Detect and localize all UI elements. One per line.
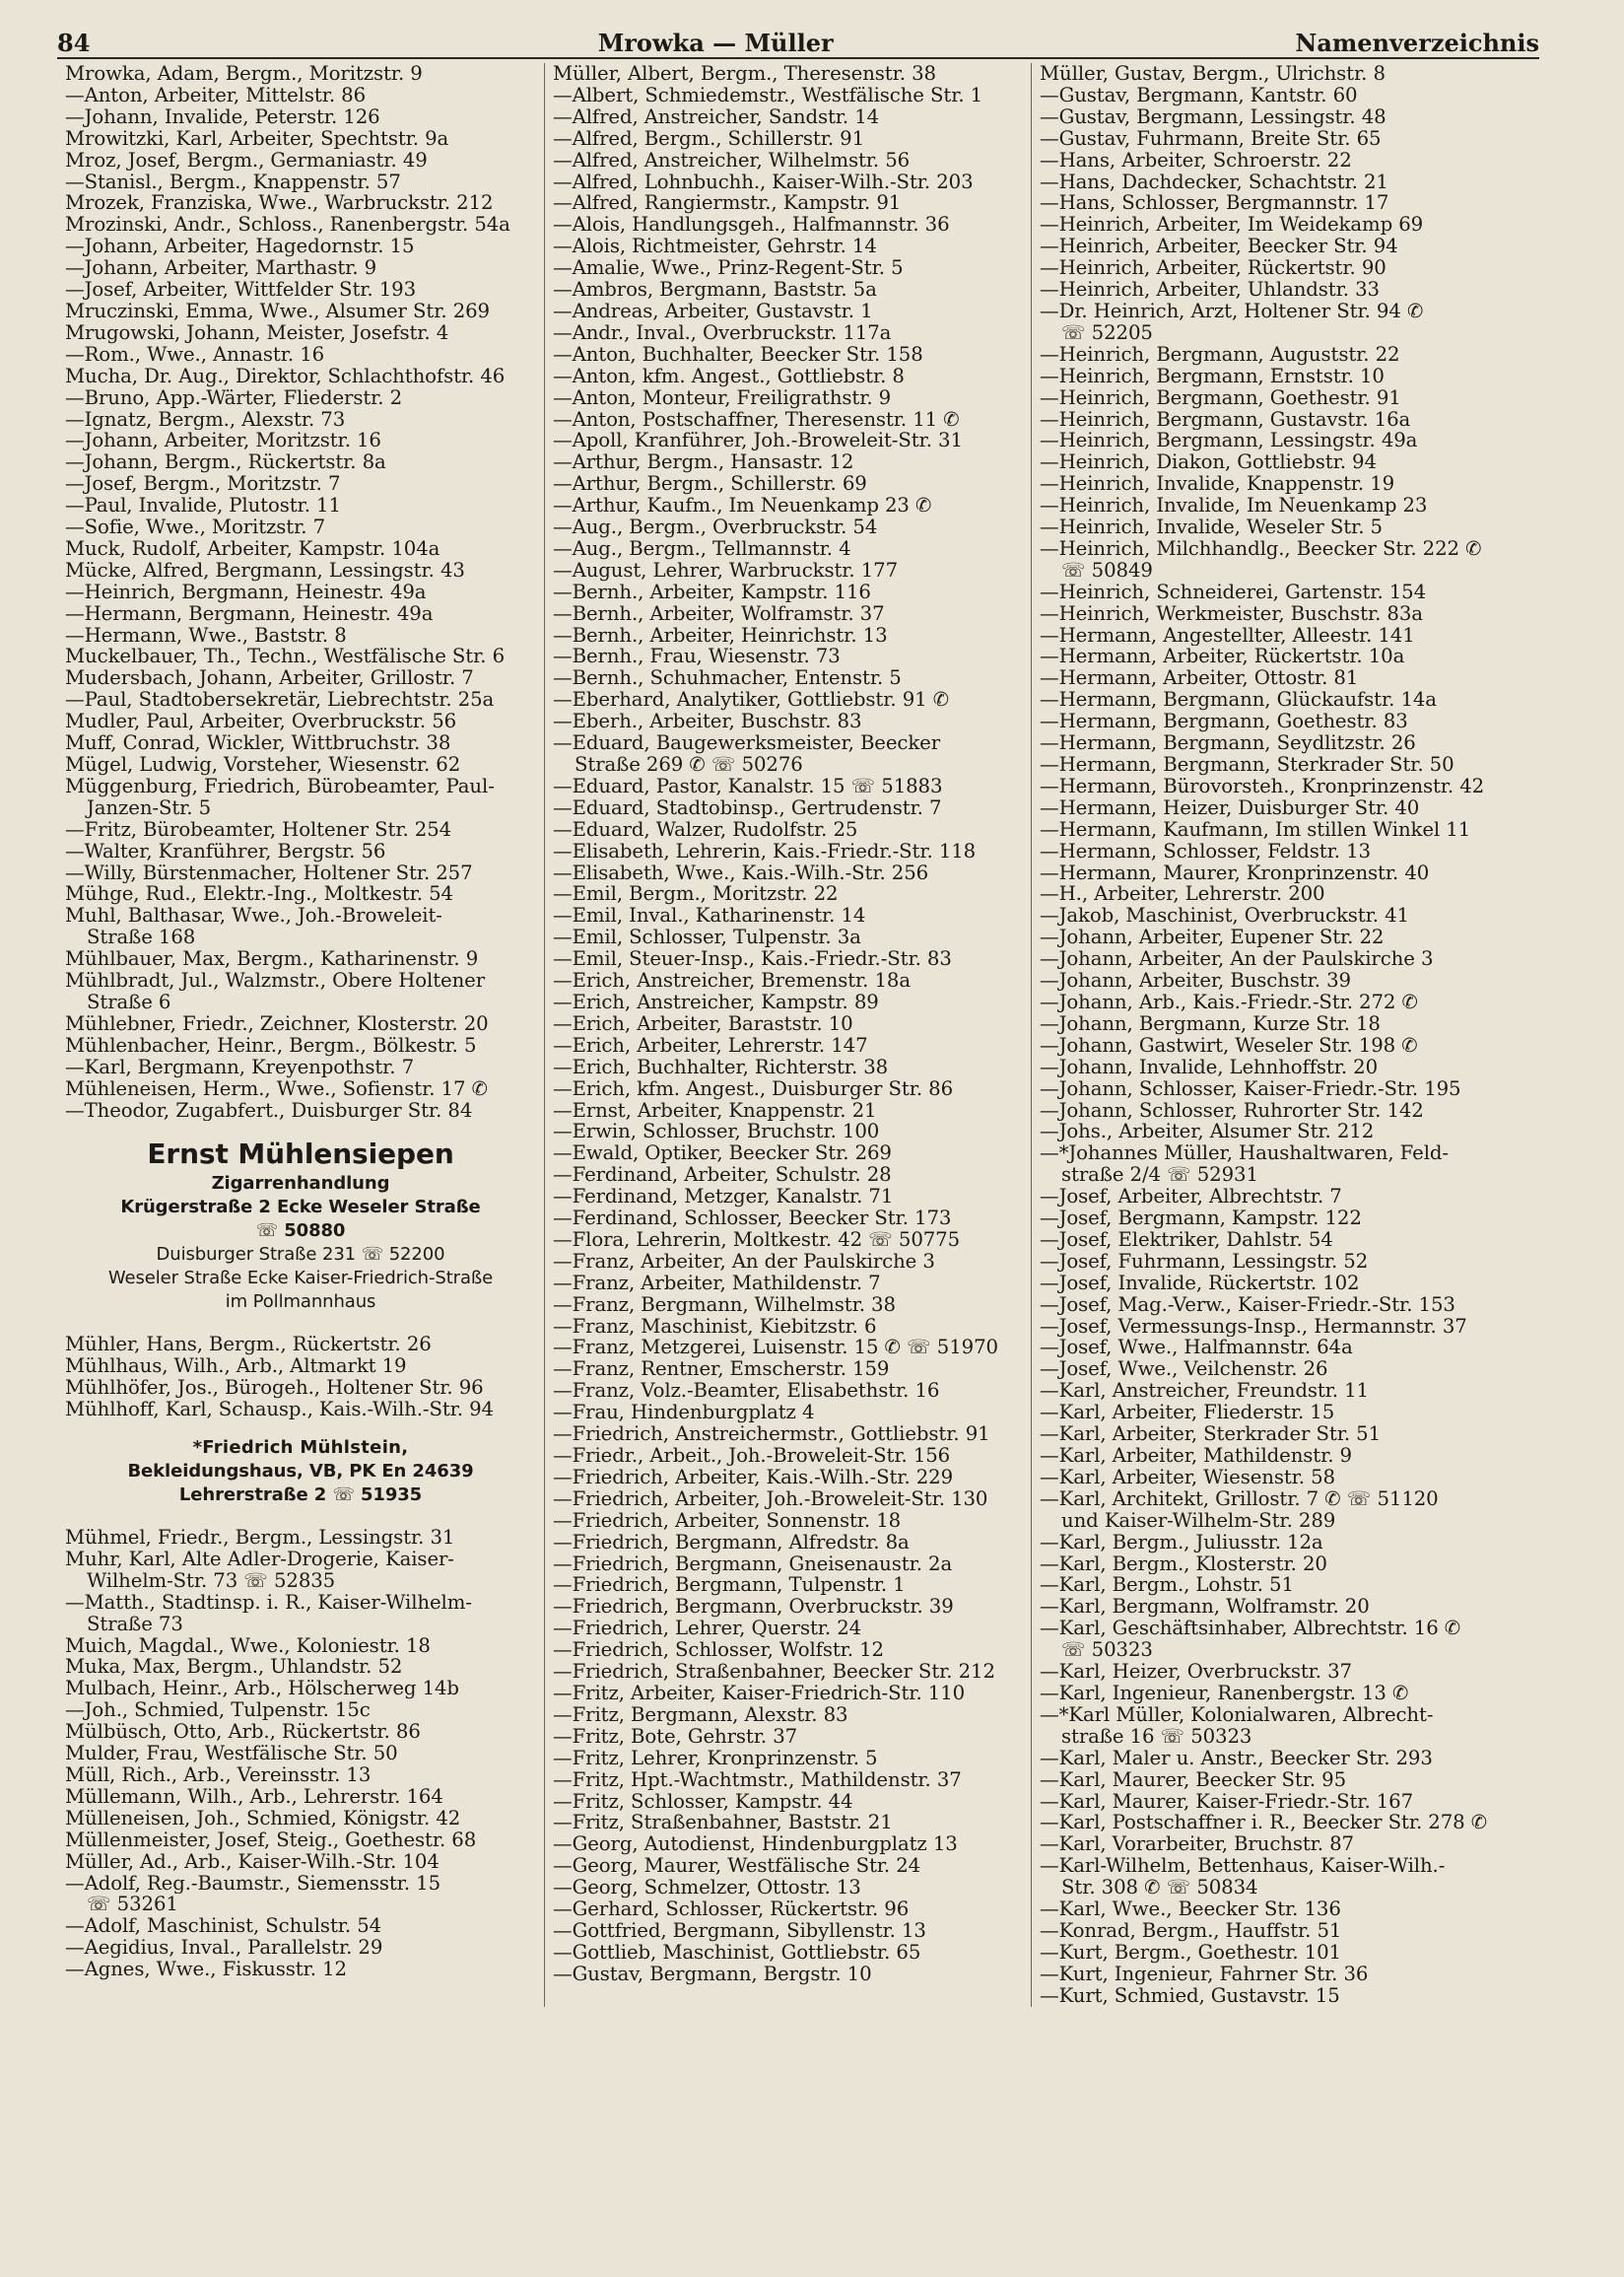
directory-entry: Wilhelm-Str. 73 ☏ 52835 <box>87 1569 336 1592</box>
directory-entry: Muff, Conrad, Wickler, Wittbruchstr. 38 <box>65 732 451 754</box>
directory-entry: —Johann, Arbeiter, Buschstr. 39 <box>1040 970 1351 992</box>
directory-entry: —Karl, Maurer, Beecker Str. 95 <box>1040 1768 1347 1791</box>
directory-entry: —Anton, kfm. Angest., Gottliebstr. 8 <box>553 365 905 387</box>
ad-business-type: Bekleidungshaus, VB, PK En 24639 <box>127 1461 474 1483</box>
columns <box>57 63 1539 2007</box>
directory-entry: —Heinrich, Invalide, Knappenstr. 19 <box>1040 473 1395 496</box>
directory-entry: —Georg, Autodienst, Hindenburgplatz 13 <box>553 1833 958 1856</box>
page-number: 84 <box>57 29 91 57</box>
directory-entry: Mülbüsch, Otto, Arb., Rückertstr. 86 <box>65 1721 421 1744</box>
directory-entry: —Ambros, Bergmann, Baststr. 5a <box>553 279 877 301</box>
directory-entry: —Anton, Postschaffner, Theresenstr. 11 ✆ <box>553 408 960 431</box>
directory-entry: —Elisabeth, Lehrerin, Kais.-Friedr.-Str. 118 <box>553 840 977 862</box>
directory-entry: Muka, Max, Bergm., Uhlandstr. 52 <box>65 1656 403 1679</box>
directory-entry: —Erich, Buchhalter, Richterstr. 38 <box>553 1056 889 1078</box>
directory-entry: —Johann, Gastwirt, Weseler Str. 198 ✆ <box>1040 1034 1418 1057</box>
left-entries-2 <box>65 1334 536 1420</box>
directory-entry: Mühlhaus, Wilh., Arb., Altmarkt 19 <box>65 1355 407 1378</box>
directory-entry: —Josef, Elektriker, Dahlstr. 54 <box>1040 1228 1333 1251</box>
directory-entry: —Fritz, Bürobeamter, Holtener Str. 254 <box>65 818 452 841</box>
directory-entry: —Matth., Stadtinsp. i. R., Kaiser-Wilhelm- <box>65 1591 472 1614</box>
directory-entry: straße 2/4 ☏ 52931 <box>1061 1164 1258 1187</box>
ad-branch: Duisburger Straße 231 ☏ 52200 <box>156 1244 445 1266</box>
directory-entry: —H., Arbeiter, Lehrerstr. 200 <box>1040 883 1325 906</box>
directory-entry: —Karl, Geschäftsinhaber, Albrechtstr. 16 ✆ <box>1040 1618 1461 1640</box>
directory-entry: —Ferdinand, Arbeiter, Schulstr. 28 <box>553 1164 892 1187</box>
right-column <box>1031 63 1518 2007</box>
directory-entry: Mühleneisen, Herm., Wwe., Sofienstr. 17 ✆ <box>65 1077 488 1100</box>
directory-entry: straße 16 ☏ 50323 <box>1061 1725 1252 1748</box>
directory-entry: Muhr, Karl, Alte Adler-Drogerie, Kaiser- <box>65 1548 454 1570</box>
directory-entry: Mruczinski, Emma, Wwe., Alsumer Str. 269 <box>65 300 490 322</box>
directory-entry: —Karl, Maurer, Kaiser-Friedr.-Str. 167 <box>1040 1790 1414 1813</box>
directory-entry: —Hermann, Bergmann, Goethestr. 83 <box>1040 711 1408 733</box>
directory-entry: —Ferdinand, Schlosser, Beecker Str. 173 <box>553 1208 952 1229</box>
directory-entry: —Kurt, Schmied, Gustavstr. 15 <box>1040 1984 1340 2007</box>
directory-entry: —Bernh., Frau, Wiesenstr. 73 <box>553 646 841 668</box>
directory-entry: Mulder, Frau, Westfälische Str. 50 <box>65 1743 398 1764</box>
directory-entry: —Karl-Wilhelm, Bettenhaus, Kaiser-Wilh.- <box>1040 1855 1446 1878</box>
directory-entry: —Karl, Anstreicher, Freundstr. 11 <box>1040 1380 1369 1403</box>
directory-entry: —Stanisl., Bergm., Knappenstr. 57 <box>65 171 401 193</box>
directory-entry: —Gustav, Fuhrmann, Breite Str. 65 <box>1040 127 1382 150</box>
directory-entry: —Aegidius, Inval., Parallelstr. 29 <box>65 1937 383 1960</box>
directory-entry: —Eduard, Stadtobinsp., Gertrudenstr. 7 <box>553 796 942 819</box>
advertisement-muehlstein <box>65 1436 536 1507</box>
directory-entry: —Agnes, Wwe., Fiskusstr. 12 <box>65 1959 347 1981</box>
directory-entry: Mrowitzki, Karl, Arbeiter, Spechtstr. 9a <box>65 127 449 150</box>
ad-business-type: Zigarrenhandlung <box>211 1173 390 1195</box>
ad-address: Lehrerstraße 2 ☏ 51935 <box>178 1484 423 1506</box>
directory-entry: —Franz, Bergmann, Wilhelmstr. 38 <box>553 1293 896 1316</box>
directory-entry: —Paul, Invalide, Plutostr. 11 <box>65 495 341 518</box>
directory-entry: und Kaiser-Wilhelm-Str. 289 <box>1061 1509 1336 1532</box>
directory-entry: —Hermann, Bürovorsteh., Kronprinzenstr. 42 <box>1040 775 1485 797</box>
directory-entry: —Anton, Arbeiter, Mittelstr. 86 <box>65 84 367 106</box>
directory-entry: —Hermann, Heizer, Duisburger Str. 40 <box>1040 796 1420 819</box>
directory-entry: —Bruno, App.-Wärter, Fliederstr. 2 <box>65 386 403 409</box>
directory-entry: —Bernh., Schuhmacher, Entenstr. 5 <box>553 667 902 690</box>
directory-entry: —Frau, Hindenburgplatz 4 <box>553 1402 815 1424</box>
directory-entry: —Theodor, Zugabfert., Duisburger Str. 84 <box>65 1099 473 1122</box>
directory-entry: —Josef, Fuhrmann, Lessingstr. 52 <box>1040 1250 1369 1273</box>
directory-entry: —Johann, Arbeiter, Marthastr. 9 <box>65 257 377 280</box>
directory-entry: —Johann, Invalide, Lehnhoffstr. 20 <box>1040 1056 1379 1078</box>
directory-entry: —Aug., Bergm., Overbruckstr. 54 <box>553 517 878 538</box>
directory-entry: —Dr. Heinrich, Arzt, Holtener Str. 94 ✆ <box>1040 300 1424 322</box>
directory-entry: ☏ 50849 <box>1061 559 1153 582</box>
directory-entry: Straße 73 <box>87 1613 183 1635</box>
directory-entry: Mülleneisen, Joh., Schmied, Königstr. 42 <box>65 1807 461 1829</box>
directory-entry: —Gustav, Bergmann, Lessingstr. 48 <box>1040 105 1387 128</box>
directory-entry: —August, Lehrer, Warbruckstr. 177 <box>553 559 899 582</box>
directory-entry: —Gustav, Bergmann, Bergstr. 10 <box>553 1963 872 1985</box>
directory-entry: —Aug., Bergm., Tellmannstr. 4 <box>553 537 851 560</box>
directory-entry: —*Karl Müller, Kolonialwaren, Albrecht- <box>1040 1703 1434 1726</box>
directory-entry: Straße 168 <box>87 927 196 949</box>
directory-entry: —Bernh., Arbeiter, Kampstr. 116 <box>553 581 871 603</box>
directory-entry: —Konrad, Bergm., Hauffstr. 51 <box>1040 1919 1342 1942</box>
directory-entry: —Karl, Bergmann, Wolframstr. 20 <box>1040 1596 1370 1619</box>
directory-entry: —Heinrich, Arbeiter, Uhlandstr. 33 <box>1040 279 1380 301</box>
directory-entry: —Hans, Schlosser, Bergmannstr. 17 <box>1040 192 1389 215</box>
directory-entry: —Arthur, Kaufm., Im Neuenkamp 23 ✆ <box>553 495 932 518</box>
directory-entry: —Johann, Bergmann, Kurze Str. 18 <box>1040 1012 1381 1035</box>
directory-entry: —Fritz, Arbeiter, Kaiser-Friedrich-Str. 110 <box>553 1682 966 1704</box>
directory-entry: Mühlebner, Friedr., Zeichner, Klosterstr. 20 <box>65 1012 489 1035</box>
directory-entry: Mroz, Josef, Bergm., Germaniastr. 49 <box>65 149 428 172</box>
directory-entry: —Apoll, Kranführer, Joh.-Broweleit-Str. 31 <box>553 430 963 452</box>
directory-entry: —Heinrich, Arbeiter, Beecker Str. 94 <box>1040 236 1398 258</box>
directory-entry: —Johann, Arbeiter, Hagedornstr. 15 <box>65 236 415 258</box>
page-header <box>57 20 1539 59</box>
left-entries-1 <box>65 63 536 1121</box>
directory-entry: Mrozek, Franziska, Wwe., Warbruckstr. 212 <box>65 192 494 215</box>
left-entries-3 <box>65 1527 536 1980</box>
directory-entry: —Emil, Inval., Katharinenstr. 14 <box>553 905 866 928</box>
directory-entry: —Karl, Bergm., Lohstr. 51 <box>1040 1574 1294 1597</box>
directory-entry: —Willy, Bürstenmacher, Holtener Str. 257 <box>65 862 473 884</box>
directory-entry: —Emil, Steuer-Insp., Kais.-Friedr.-Str. 83 <box>553 948 952 971</box>
directory-entry: —Johann, Schlosser, Kaiser-Friedr.-Str. 195 <box>1040 1077 1461 1100</box>
directory-entry: —Fritz, Schlosser, Kampstr. 44 <box>553 1790 853 1813</box>
directory-entry: —Alois, Handlungsgeh., Halfmannstr. 36 <box>553 214 950 237</box>
directory-entry: —Heinrich, Bergmann, Heinestr. 49a <box>65 581 427 603</box>
directory-entry: —Jakob, Maschinist, Overbruckstr. 41 <box>1040 905 1409 928</box>
directory-entry: —Johann, Arbeiter, An der Paulskirche 3 <box>1040 948 1434 971</box>
ad-phone: ☏ 50880 <box>255 1220 346 1242</box>
directory-entry: —Andreas, Arbeiter, Gustavstr. 1 <box>553 300 873 322</box>
left-column <box>57 63 544 2007</box>
directory-entry: —Heinrich, Bergmann, Lessingstr. 49a <box>1040 430 1418 452</box>
directory-entry: —Franz, Volz.-Beamter, Elisabethstr. 16 <box>553 1380 940 1403</box>
directory-entry: —Josef, Wwe., Halfmannstr. 64a <box>1040 1337 1353 1359</box>
directory-entry: Mrozinski, Andr., Schloss., Ranenbergstr. 54a <box>65 214 510 237</box>
directory-entry: —Josef, Mag.-Verw., Kaiser-Friedr.-Str. 153 <box>1040 1293 1455 1316</box>
directory-entry: ☏ 50323 <box>1061 1639 1153 1662</box>
directory-entry: —Heinrich, Werkmeister, Buschstr. 83a <box>1040 602 1423 625</box>
directory-entry: —Franz, Arbeiter, Mathildenstr. 7 <box>553 1272 881 1294</box>
directory-entry: —Friedrich, Arbeiter, Joh.-Broweleit-Str. 130 <box>553 1487 988 1510</box>
directory-entry: —Albert, Schmiedemstr., Westfälische Str. 1 <box>553 84 983 106</box>
directory-entry: —Heinrich, Arbeiter, Rückertstr. 90 <box>1040 257 1387 280</box>
directory-entry: Muck, Rudolf, Arbeiter, Kampstr. 104a <box>65 537 440 560</box>
directory-entry: Mudler, Paul, Arbeiter, Overbruckstr. 56 <box>65 711 457 733</box>
directory-entry: —Eduard, Baugewerksmeister, Beecker <box>553 732 941 754</box>
directory-entry: Straße 6 <box>87 991 171 1013</box>
directory-entry: —Erwin, Schlosser, Bruchstr. 100 <box>553 1121 880 1143</box>
directory-entry: Mühlbauer, Max, Bergm., Katharinenstr. 9 <box>65 948 479 971</box>
directory-entry: —Karl, Bergmann, Kreyenpothstr. 7 <box>65 1056 415 1078</box>
directory-entry: —Georg, Schmelzer, Ottostr. 13 <box>553 1877 861 1899</box>
directory-entry: —Friedrich, Arbeiter, Kais.-Wilh.-Str. 229 <box>553 1466 954 1488</box>
directory-entry: —Friedrich, Bergmann, Gneisenaustr. 2a <box>553 1552 953 1575</box>
directory-entry: —Franz, Maschinist, Kiebitzstr. 6 <box>553 1315 877 1338</box>
directory-entry: —Elisabeth, Wwe., Kais.-Wilh.-Str. 256 <box>553 862 929 884</box>
directory-entry: —Heinrich, Bergmann, Goethestr. 91 <box>1040 386 1401 409</box>
directory-entry: Mühlhöfer, Jos., Bürogeh., Holtener Str. 96 <box>65 1377 484 1400</box>
directory-entry: —Heinrich, Bergmann, Gustavstr. 16a <box>1040 408 1411 431</box>
directory-entry: Mühlenbacher, Heinr., Bergm., Bölkestr. 5 <box>65 1034 477 1057</box>
directory-entry: —Adolf, Maschinist, Schulstr. 54 <box>65 1915 382 1938</box>
directory-entry: —Fritz, Bote, Gehrstr. 37 <box>553 1725 798 1748</box>
directory-entry: —Eduard, Walzer, Rudolfstr. 25 <box>553 818 858 841</box>
directory-entry: —Karl, Architekt, Grillostr. 7 ✆ ☏ 51120 <box>1040 1487 1439 1510</box>
directory-entry: —Hermann, Bergmann, Seydlitzstr. 26 <box>1040 732 1416 754</box>
directory-entry: —Karl, Arbeiter, Fliederstr. 15 <box>1040 1402 1335 1424</box>
directory-entry: —Friedrich, Arbeiter, Sonnenstr. 18 <box>553 1509 902 1532</box>
directory-entry: —Heinrich, Bergmann, Auguststr. 22 <box>1040 343 1400 366</box>
ad-branch: Weseler Straße Ecke Kaiser-Friedrich-Straße <box>107 1268 494 1289</box>
directory-entry: —Hermann, Wwe., Baststr. 8 <box>65 624 347 647</box>
directory-entry: —Hermann, Arbeiter, Rückertstr. 10a <box>1040 646 1405 668</box>
directory-entry: —Alfred, Anstreicher, Wilhelmstr. 56 <box>553 149 911 172</box>
directory-entry: —Ewald, Optiker, Beecker Str. 269 <box>553 1142 892 1165</box>
directory-entry: —Karl, Maler u. Anstr., Beecker Str. 293 <box>1040 1747 1433 1769</box>
section-title: Namenverzeichnis <box>1295 29 1539 57</box>
directory-entry: —Josef, Wwe., Veilchenstr. 26 <box>1040 1358 1328 1381</box>
directory-entry: —Eduard, Pastor, Kanalstr. 15 ☏ 51883 <box>553 775 943 797</box>
directory-entry: —Ferdinand, Metzger, Kanalstr. 71 <box>553 1186 894 1208</box>
directory-entry: —Kurt, Ingenieur, Fahrner Str. 36 <box>1040 1963 1369 1985</box>
directory-entry: —Andr., Inval., Overbruckstr. 117a <box>553 321 892 344</box>
directory-entry: Mrowka, Adam, Bergm., Moritzstr. 9 <box>65 63 423 85</box>
directory-entry: —Franz, Rentner, Emscherstr. 159 <box>553 1358 890 1381</box>
ad-address: Krügerstraße 2 Ecke Weseler Straße <box>120 1197 481 1218</box>
directory-entry: —Arthur, Bergm., Hansastr. 12 <box>553 451 854 474</box>
directory-entry: —Karl, Arbeiter, Sterkrader Str. 51 <box>1040 1423 1382 1445</box>
directory-entry: Muhl, Balthasar, Wwe., Joh.-Broweleit- <box>65 905 442 928</box>
directory-entry: —Emil, Schlosser, Tulpenstr. 3a <box>553 927 861 949</box>
directory-entry: —Johann, Invalide, Peterstr. 126 <box>65 105 380 128</box>
directory-entry: —Heinrich, Schneiderei, Gartenstr. 154 <box>1040 581 1427 603</box>
directory-entry: —Gustav, Bergmann, Kantstr. 60 <box>1040 84 1358 106</box>
directory-entry: —Heinrich, Arbeiter, Im Weidekamp 69 <box>1040 214 1424 237</box>
directory-entry: —Friedrich, Bergmann, Alfredstr. 8a <box>553 1531 910 1553</box>
directory-entry: —Walter, Kranführer, Bergstr. 56 <box>65 840 386 862</box>
directory-entry: —Emil, Bergm., Moritzstr. 22 <box>553 883 839 906</box>
directory-entry: —Franz, Metzgerei, Luisenstr. 15 ✆ ☏ 51970 <box>553 1337 998 1359</box>
directory-entry: ☏ 52205 <box>1061 321 1153 344</box>
directory-entry: —*Johannes Müller, Haushaltwaren, Feld- <box>1040 1142 1449 1165</box>
directory-entry: —Arthur, Bergm., Schillerstr. 69 <box>553 473 867 496</box>
directory-entry: —Ernst, Arbeiter, Knappenstr. 21 <box>553 1099 877 1122</box>
directory-entry: Str. 308 ✆ ☏ 50834 <box>1061 1877 1258 1899</box>
directory-entry: Müller, Gustav, Bergm., Ulrichstr. 8 <box>1040 63 1386 85</box>
directory-entry: —Friedrich, Anstreichermstr., Gottliebstr. 91 <box>553 1423 990 1445</box>
directory-entry: —Heinrich, Diakon, Gottliebstr. 94 <box>1040 451 1377 474</box>
directory-entry: —Erich, Anstreicher, Bremenstr. 18a <box>553 970 911 992</box>
directory-entry: —Alfred, Bergm., Schillerstr. 91 <box>553 127 865 150</box>
directory-entry: —Karl, Bergm., Klosterstr. 20 <box>1040 1552 1327 1575</box>
ad-business-name: *Friedrich Mühlstein, <box>192 1437 409 1459</box>
directory-entry: —Friedrich, Straßenbahner, Beecker Str. 212 <box>553 1661 995 1683</box>
directory-entry: —Karl, Wwe., Beecker Str. 136 <box>1040 1898 1341 1920</box>
directory-entry: Müllemann, Wilh., Arb., Lehrerstr. 164 <box>65 1785 443 1808</box>
directory-entry: —Josef, Invalide, Rückertstr. 102 <box>1040 1272 1360 1294</box>
directory-entry: —Hermann, Bergmann, Glückaufstr. 14a <box>1040 689 1437 712</box>
directory-entry: —Josef, Bergmann, Kampstr. 122 <box>1040 1208 1362 1229</box>
directory-entry: —Adolf, Reg.-Baumstr., Siemensstr. 15 <box>65 1872 441 1895</box>
directory-entry: Muich, Magdal., Wwe., Koloniestr. 18 <box>65 1634 431 1657</box>
directory-entry: —Josef, Bergm., Moritzstr. 7 <box>65 473 341 496</box>
directory-entry: —Bernh., Arbeiter, Wolframstr. 37 <box>553 602 885 625</box>
directory-entry: —Hans, Dachdecker, Schachtstr. 21 <box>1040 171 1388 193</box>
directory-entry: Müggenburg, Friedrich, Bürobeamter, Paul- <box>65 775 495 797</box>
directory-entry: —Ignatz, Bergm., Alexstr. 73 <box>65 408 346 431</box>
directory-entry: —Friedrich, Bergmann, Overbruckstr. 39 <box>553 1596 954 1619</box>
advertisement-muehlensiepen <box>65 1137 536 1314</box>
directory-entry: Straße 269 ✆ ☏ 50276 <box>575 754 803 776</box>
directory-entry: Müll, Rich., Arb., Vereinsstr. 13 <box>65 1764 372 1786</box>
directory-entry: —Heinrich, Bergmann, Ernststr. 10 <box>1040 365 1385 387</box>
directory-entry: —Hermann, Angestellter, Alleestr. 141 <box>1040 624 1415 647</box>
directory-entry: —Friedrich, Schlosser, Wolfstr. 12 <box>553 1639 884 1662</box>
directory-entry: —Erich, Anstreicher, Kampstr. 89 <box>553 991 879 1013</box>
directory-entry: Mucha, Dr. Aug., Direktor, Schlachthofstr. 46 <box>65 365 506 387</box>
directory-entry: —Erich, Arbeiter, Baraststr. 10 <box>553 1012 853 1035</box>
directory-entry: Muckelbauer, Th., Techn., Westfälische Str. 6 <box>65 646 505 668</box>
directory-entry: Mrugowski, Johann, Meister, Josefstr. 4 <box>65 321 449 344</box>
directory-entry: —Fritz, Straßenbahner, Baststr. 21 <box>553 1812 893 1834</box>
directory-entry: Mühlbradt, Jul., Walzmstr., Obere Holtener <box>65 970 486 992</box>
directory-entry: —Anton, Monteur, Freiligrathstr. 9 <box>553 386 892 409</box>
directory-entry: Mühlhoff, Karl, Schausp., Kais.-Wilh.-Str. 94 <box>65 1399 494 1421</box>
directory-entry: —Karl, Arbeiter, Mathildenstr. 9 <box>1040 1445 1352 1467</box>
directory-entry: —Anton, Buchhalter, Beecker Str. 158 <box>553 343 923 366</box>
directory-entry: —Eberh., Arbeiter, Buschstr. 83 <box>553 711 862 733</box>
directory-entry: —Sofie, Wwe., Moritzstr. 7 <box>65 517 325 538</box>
directory-entry: —Hermann, Bergmann, Sterkrader Str. 50 <box>1040 754 1455 776</box>
directory-entry: —Johs., Arbeiter, Alsumer Str. 212 <box>1040 1121 1375 1143</box>
directory-entry: —Flora, Lehrerin, Moltkestr. 42 ☏ 50775 <box>553 1228 961 1251</box>
directory-entry: —Hermann, Maurer, Kronprinzenstr. 40 <box>1040 862 1430 884</box>
directory-entry: —Eberhard, Analytiker, Gottliebstr. 91 ✆ <box>553 689 950 712</box>
directory-entry: Mühmel, Friedr., Bergm., Lessingstr. 31 <box>65 1527 455 1549</box>
directory-entry: —Gerhard, Schlosser, Rückertstr. 96 <box>553 1898 910 1920</box>
directory-entry: Mügel, Ludwig, Vorsteher, Wiesenstr. 62 <box>65 754 461 776</box>
directory-entry: —Alfred, Anstreicher, Sandstr. 14 <box>553 105 880 128</box>
directory-entry: —Kurt, Bergm., Goethestr. 101 <box>1040 1941 1341 1964</box>
directory-entry: —Fritz, Lehrer, Kronprinzenstr. 5 <box>553 1747 878 1769</box>
directory-entry: —Hermann, Kaufmann, Im stillen Winkel 11 <box>1040 818 1471 841</box>
directory-entry: —Johann, Arbeiter, Moritzstr. 16 <box>65 430 381 452</box>
directory-entry: —Josef, Arbeiter, Albrechtstr. 7 <box>1040 1186 1342 1208</box>
directory-entry: Mulbach, Heinr., Arb., Hölscherweg 14b <box>65 1678 459 1700</box>
directory-entry: —Johann, Bergm., Rückertstr. 8a <box>65 451 386 474</box>
directory-entry: Mücke, Alfred, Bergmann, Lessingstr. 43 <box>65 559 465 582</box>
directory-entry: —Hermann, Schlosser, Feldstr. 13 <box>1040 840 1371 862</box>
directory-entry: —Hans, Arbeiter, Schroerstr. 22 <box>1040 149 1352 172</box>
directory-entry: —Alfred, Lohnbuchh., Kaiser-Wilh.-Str. 203 <box>553 171 974 193</box>
directory-entry: —Paul, Stadtobersekretär, Liebrechtstr. 25a <box>65 689 495 712</box>
directory-entry: —Karl, Bergm., Juliusstr. 12a <box>1040 1531 1323 1553</box>
directory-entry: Mühler, Hans, Bergm., Rückertstr. 26 <box>65 1334 432 1356</box>
directory-entry: —Heinrich, Milchhandlg., Beecker Str. 222 ✆ <box>1040 537 1482 560</box>
directory-entry: —Karl, Heizer, Overbruckstr. 37 <box>1040 1661 1352 1683</box>
directory-entry: —Karl, Ingenieur, Ranenbergstr. 13 ✆ <box>1040 1682 1409 1704</box>
directory-entry: —Karl, Vorarbeiter, Bruchstr. 87 <box>1040 1833 1354 1856</box>
directory-entry: —Fritz, Bergmann, Alexstr. 83 <box>553 1703 848 1726</box>
directory-entry: —Friedrich, Lehrer, Querstr. 24 <box>553 1618 862 1640</box>
directory-entry: —Joh., Schmied, Tulpenstr. 15c <box>65 1699 371 1722</box>
directory-entry: Müller, Albert, Bergm., Theresenstr. 38 <box>553 63 936 85</box>
directory-entry: —Johann, Schlosser, Ruhrorter Str. 142 <box>1040 1099 1424 1122</box>
directory-entry: —Erich, Arbeiter, Lehrerstr. 147 <box>553 1034 868 1057</box>
directory-entry: —Hermann, Bergmann, Heinestr. 49a <box>65 602 434 625</box>
directory-entry: —Alois, Richtmeister, Gehrstr. 14 <box>553 236 877 258</box>
directory-entry: —Hermann, Arbeiter, Ottostr. 81 <box>1040 667 1359 690</box>
directory-entry: —Friedr., Arbeit., Joh.-Broweleit-Str. 156 <box>553 1445 951 1467</box>
directory-entry: —Karl, Arbeiter, Wiesenstr. 58 <box>1040 1466 1335 1488</box>
directory-entry: Müllenmeister, Josef, Steig., Goethestr. 68 <box>65 1828 477 1851</box>
directory-entry: —Rom., Wwe., Annastr. 16 <box>65 343 325 366</box>
directory-entry: —Heinrich, Invalide, Im Neuenkamp 23 <box>1040 495 1428 518</box>
directory-entry: —Fritz, Hpt.-Wachtmstr., Mathildenstr. 37 <box>553 1768 962 1791</box>
running-title: Mrowka — Müller <box>597 29 834 57</box>
directory-entry: —Heinrich, Invalide, Weseler Str. 5 <box>1040 517 1383 538</box>
directory-entry: Mühge, Rud., Elektr.-Ing., Moltkestr. 54 <box>65 883 453 906</box>
ad-business-name: Ernst Mühlensiepen <box>147 1138 454 1171</box>
directory-entry: Müller, Ad., Arb., Kaiser-Wilh.-Str. 104 <box>65 1850 440 1873</box>
directory-entry: —Georg, Maurer, Westfälische Str. 24 <box>553 1855 921 1878</box>
directory-entry: ☏ 53261 <box>87 1894 178 1916</box>
directory-entry: —Johann, Arbeiter, Eupener Str. 22 <box>1040 927 1385 949</box>
middle-column <box>544 63 1031 2007</box>
directory-entry: —Friedrich, Bergmann, Tulpenstr. 1 <box>553 1574 906 1597</box>
directory-entry: —Amalie, Wwe., Prinz-Regent-Str. 5 <box>553 257 904 280</box>
directory-entry: —Franz, Arbeiter, An der Paulskirche 3 <box>553 1250 935 1273</box>
directory-entry: —Erich, kfm. Angest., Duisburger Str. 86 <box>553 1077 954 1100</box>
directory-entry: —Alfred, Rangiermstr., Kampstr. 91 <box>553 192 902 215</box>
directory-entry: —Johann, Arb., Kais.-Friedr.-Str. 272 ✆ <box>1040 991 1418 1013</box>
directory-entry: —Gottlieb, Maschinist, Gottliebstr. 65 <box>553 1941 921 1964</box>
directory-entry: —Gottfried, Bergmann, Sibyllenstr. 13 <box>553 1919 926 1942</box>
directory-entry: —Josef, Vermessungs-Insp., Hermannstr. 37 <box>1040 1315 1467 1338</box>
ad-branch: im Pollmannhaus <box>225 1291 376 1313</box>
directory-entry: —Karl, Postschaffner i. R., Beecker Str. 278 ✆ <box>1040 1812 1488 1834</box>
directory-entry: Janzen-Str. 5 <box>87 796 212 819</box>
directory-entry: Mudersbach, Johann, Arbeiter, Grillostr. 7 <box>65 667 474 690</box>
directory-entry: —Bernh., Arbeiter, Heinrichstr. 13 <box>553 624 888 647</box>
directory-entry: —Josef, Arbeiter, Wittfelder Str. 193 <box>65 279 416 301</box>
